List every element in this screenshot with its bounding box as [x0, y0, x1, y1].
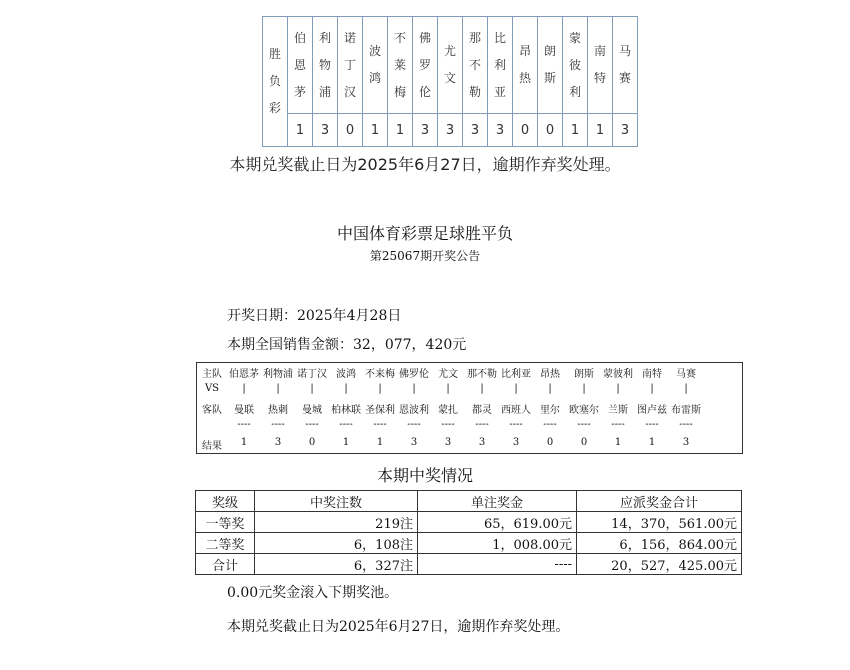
match-result: 3 — [478, 437, 486, 448]
vs-separator: | — [514, 383, 518, 394]
team-name: 南特 — [593, 44, 606, 85]
result-cell: 1 — [388, 114, 413, 147]
away-team: 西班人 — [501, 405, 531, 416]
prize-header-cell: 奖级 — [196, 491, 255, 512]
match-result: 3 — [444, 437, 452, 448]
announcement-subtitle: 第25067期开奖公告 — [369, 249, 481, 263]
home-team: 利物浦 — [263, 369, 293, 380]
team-name: 尤文 — [443, 44, 456, 85]
announcement-title: 中国体育彩票足球胜平负 — [336, 224, 513, 243]
vs-separator: | — [378, 383, 382, 394]
match-result: 3 — [274, 437, 282, 448]
team-name: 佛罗伦 — [418, 30, 431, 99]
dash-separator: ---- — [305, 419, 319, 430]
prize-row — [196, 533, 742, 554]
result-cell: 3 — [413, 114, 438, 147]
pool-note: 0.00元奖金滚入下期奖池。 — [227, 585, 399, 601]
result-cell: 3 — [438, 114, 463, 147]
doc-deadline-note: 本期兑奖截止日为2025年6月27日，逾期作弃奖处理。 — [227, 619, 570, 635]
prize-row — [196, 512, 742, 533]
home-team: 马赛 — [676, 369, 696, 380]
home-team: 朗斯 — [574, 369, 594, 380]
result-cell: 1 — [588, 114, 613, 147]
home-team: 比利亚 — [501, 369, 531, 380]
vs-separator: | — [548, 383, 552, 394]
match-result: 1 — [648, 437, 656, 448]
prize-cell: 1，008.00元 — [418, 533, 577, 554]
team-name: 诺丁汉 — [343, 30, 356, 99]
prize-cell: 一等奖 — [196, 512, 255, 533]
prize-cell: 二等奖 — [196, 533, 255, 554]
match-result: 1 — [614, 437, 622, 448]
prize-header-cell: 单注奖金 — [418, 491, 577, 512]
away-row — [197, 401, 742, 416]
result-cell: 0 — [513, 114, 538, 147]
dash-separator: ---- — [679, 419, 693, 430]
dash-separator: ---- — [237, 419, 251, 430]
home-team: 南特 — [642, 369, 662, 380]
prize-title: 本期中奖情况 — [376, 466, 473, 485]
vs-separator: | — [480, 383, 484, 394]
result-cell: 3 — [488, 114, 513, 147]
prize-cell: ---- — [418, 554, 577, 575]
match-result: 1 — [240, 437, 248, 448]
away-team: 柏林联 — [331, 405, 361, 416]
dash-separator: ---- — [543, 419, 557, 430]
match-result: 0 — [580, 437, 588, 448]
vs-separator: | — [684, 383, 688, 394]
team-name: 伯恩茅 — [293, 30, 306, 99]
away-team: 热刺 — [268, 405, 288, 416]
home-team: 诺丁汉 — [297, 369, 327, 380]
dash-row — [197, 419, 742, 430]
result-cell: 1 — [563, 114, 588, 147]
prize-cell: 20，527，425.00元 — [577, 554, 742, 575]
home-team: 波鸿 — [336, 369, 356, 380]
home-team: 那不勒 — [467, 369, 497, 380]
vs-separator: | — [412, 383, 416, 394]
vs-label: VS — [204, 383, 220, 394]
away-label: 客队 — [202, 405, 222, 416]
dash-separator: ---- — [509, 419, 523, 430]
home-team: 不来梅 — [365, 369, 395, 380]
result-cell: 0 — [338, 114, 363, 147]
dash-separator: ---- — [373, 419, 387, 430]
vs-separator: | — [344, 383, 348, 394]
team-name: 那不勒 — [468, 30, 481, 99]
away-team: 圣保利 — [365, 405, 395, 416]
vs-separator: | — [446, 383, 450, 394]
home-row — [197, 365, 742, 380]
team-name: 朗斯 — [543, 44, 556, 85]
header-label: 胜负彩 — [268, 47, 281, 115]
result-cell: 3 — [613, 114, 638, 147]
home-team: 蒙彼利 — [603, 369, 633, 380]
match-result: 1 — [342, 437, 350, 448]
match-result: 0 — [546, 437, 554, 448]
result-cell: 0 — [538, 114, 563, 147]
vs-separator: | — [616, 383, 620, 394]
prize-cell: 6，156，864.00元 — [577, 533, 742, 554]
away-team: 曼联 — [234, 405, 254, 416]
home-team: 昂热 — [540, 369, 560, 380]
away-team: 布雷斯 — [671, 405, 701, 416]
away-team: 里尔 — [540, 405, 560, 416]
away-team: 曼城 — [302, 405, 322, 416]
prize-cell: 6，327注 — [255, 554, 418, 575]
prize-cell: 219注 — [255, 512, 418, 533]
team-name: 马赛 — [618, 44, 631, 85]
result-cell: 3 — [313, 114, 338, 147]
match-result: 1 — [376, 437, 384, 448]
away-team: 兰斯 — [608, 405, 628, 416]
match-table — [196, 362, 743, 454]
dash-separator: ---- — [611, 419, 625, 430]
prize-header-row — [196, 491, 742, 512]
dash-separator: ---- — [577, 419, 591, 430]
result-cell: 1 — [288, 114, 313, 147]
prize-cell: 6，108注 — [255, 533, 418, 554]
prize-header-cell: 应派奖金合计 — [577, 491, 742, 512]
team-name: 比利亚 — [493, 30, 506, 99]
away-team: 蒙扎 — [438, 405, 458, 416]
vs-separator: | — [242, 383, 246, 394]
vs-separator: | — [310, 383, 314, 394]
prize-cell: 65，619.00元 — [418, 512, 577, 533]
dash-separator: ---- — [645, 419, 659, 430]
match-result: 0 — [308, 437, 316, 448]
sales-amount: 本期全国销售金额：32，077，420元 — [227, 337, 467, 353]
vs-separator: | — [650, 383, 654, 394]
match-result: 3 — [410, 437, 418, 448]
match-result: 3 — [682, 437, 690, 448]
away-team: 欧塞尔 — [569, 405, 599, 416]
away-team: 恩波利 — [399, 405, 429, 416]
team-name: 利物浦 — [318, 30, 331, 99]
team-name: 昂热 — [518, 44, 531, 85]
result-cell: 3 — [463, 114, 488, 147]
prize-cell: 14，370，561.00元 — [577, 512, 742, 533]
prize-cell: 合计 — [196, 554, 255, 575]
home-team: 伯恩茅 — [229, 369, 259, 380]
vs-row — [197, 383, 742, 394]
dash-separator: ---- — [407, 419, 421, 430]
vs-separator: | — [582, 383, 586, 394]
team-name: 蒙彼利 — [568, 30, 581, 99]
dash-separator: ---- — [271, 419, 285, 430]
away-team: 都灵 — [472, 405, 492, 416]
match-result: 3 — [512, 437, 520, 448]
result-label: 结果 — [202, 441, 222, 452]
dash-separator: ---- — [475, 419, 489, 430]
draw-date: 开奖日期：2025年4月28日 — [227, 308, 402, 324]
deadline-note: 本期兑奖截止日为2025年6月27日，逾期作弃奖处理。 — [229, 155, 621, 174]
dash-separator: ---- — [339, 419, 353, 430]
result-cell: 1 — [363, 114, 388, 147]
prize-header-cell: 中奖注数 — [255, 491, 418, 512]
home-team: 佛罗伦 — [399, 369, 429, 380]
prize-table — [195, 490, 742, 575]
prize-row — [196, 554, 742, 575]
home-team: 尤文 — [438, 369, 458, 380]
team-name: 波鸿 — [368, 44, 381, 85]
dash-separator: ---- — [441, 419, 455, 430]
team-name: 不莱梅 — [393, 30, 406, 99]
result-row — [197, 437, 742, 452]
vs-separator: | — [276, 383, 280, 394]
away-team: 图卢兹 — [637, 405, 667, 416]
home-label: 主队 — [202, 369, 222, 380]
